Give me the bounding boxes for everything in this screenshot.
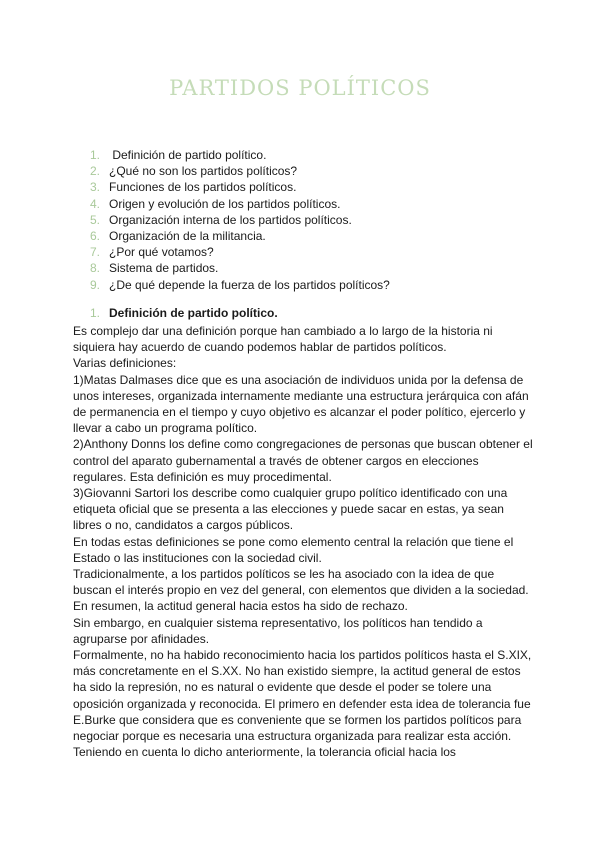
toc-number: 3. [90,180,101,195]
toc-item [90,179,390,195]
toc-item [90,228,390,244]
toc-item [90,277,390,293]
toc-number: 8. [90,261,101,276]
paragraph: 3)Giovanni Sartori los describe como cualquier grupo político identificado con una etiqueta oficial que se presenta a las elecciones y puede sacar en estas, ya sean libres o no, candidatos a cargos públicos. [73,486,508,533]
toc-number: 1. [90,148,101,162]
paragraph: Tradicionalmente, a los partidos políticos se les ha asociado con la idea de que buscan el interés propio en vez del general, con elementos que dividen a la sociedad. En resumen, la actitud general hacia estos ha sido de rechazo. [73,567,529,614]
paragraph: Sin embargo, en cualquier sistema representativo, los políticos han tendido a agruparse por afinidades. [73,615,483,646]
toc-text: Definición de partido político. [109,148,267,162]
toc-item [90,244,390,260]
toc-item [90,196,390,212]
toc-text: Organización interna de los partidos políticos. [109,212,352,227]
section-heading [90,306,278,320]
toc-number: 9. [90,277,101,292]
toc-text: ¿De qué depende la fuerza de los partidos políticos? [109,277,390,292]
paragraph: En todas estas definiciones se pone como elemento central la relación que tiene el Estado o las instituciones con la sociedad civil. [73,534,514,565]
paragraph: Es complejo dar una definición porque han cambiado a lo largo de la historia ni siquiera hay acuerdo de cuando podemos hablar de partidos políticos. [73,324,493,355]
paragraph: 1)Matas Dalmases dice que es una asociación de individuos unida por la defensa de unos intereses, organizada internamente mediante una estructura jerárquica con afán de permanencia en el tiempo y cuyo objetivo es alcanzar el poder político, ejercerlo y llevar a cabo un programa político. [73,372,529,436]
toc-text: Funciones de los partidos políticos. [109,180,297,195]
toc-text: Origen y evolución de los partidos políticos. [109,196,341,211]
toc-text: ¿Qué no son los partidos políticos? [109,164,298,179]
body-text [73,323,533,760]
page-title: PARTIDOS POLÍTICOS [169,76,431,100]
paragraph: Formalmente, no ha habido reconocimiento hacia los partidos políticos hasta el S.XIX, más concretamente en el S.XX. No han existido siempre, la actitud general de estos ha sido la represión, no es natural o evidente que desde el poder se tolere una oposición organizada y reconocida. El primero en defender esta idea de tolerancia fue E.Burke que considera que es conveniente que se formen los partidos políticos para negociar porque es necesaria una estructura organizada para realizar esta acción. Teniendo en cuenta lo dicho anteriormente, la tolerancia oficial hacia los [73,648,532,760]
paragraph: 2)Anthony Donns los define como congregaciones de personas que buscan obtener el control del aparato gubernamental a través de obtener cargos en elecciones regulares. Esta definición es muy procedimental. [73,437,533,484]
toc-item [90,260,390,276]
toc-item [90,163,390,179]
toc-item [90,212,390,228]
toc-text: Organización de la militancia. [109,229,266,244]
section-number: 1. [90,306,101,320]
toc-number: 2. [90,164,101,179]
table-of-contents [90,147,390,293]
toc-number: 7. [90,245,101,260]
toc-item [90,147,390,163]
toc-number: 6. [90,229,101,244]
section-title: Definición de partido político. [109,306,278,320]
paragraph: Varias definiciones: [73,356,177,371]
toc-number: 5. [90,212,101,227]
toc-text: ¿Por qué votamos? [109,245,214,260]
toc-text: Sistema de partidos. [109,261,219,276]
toc-number: 4. [90,196,101,211]
